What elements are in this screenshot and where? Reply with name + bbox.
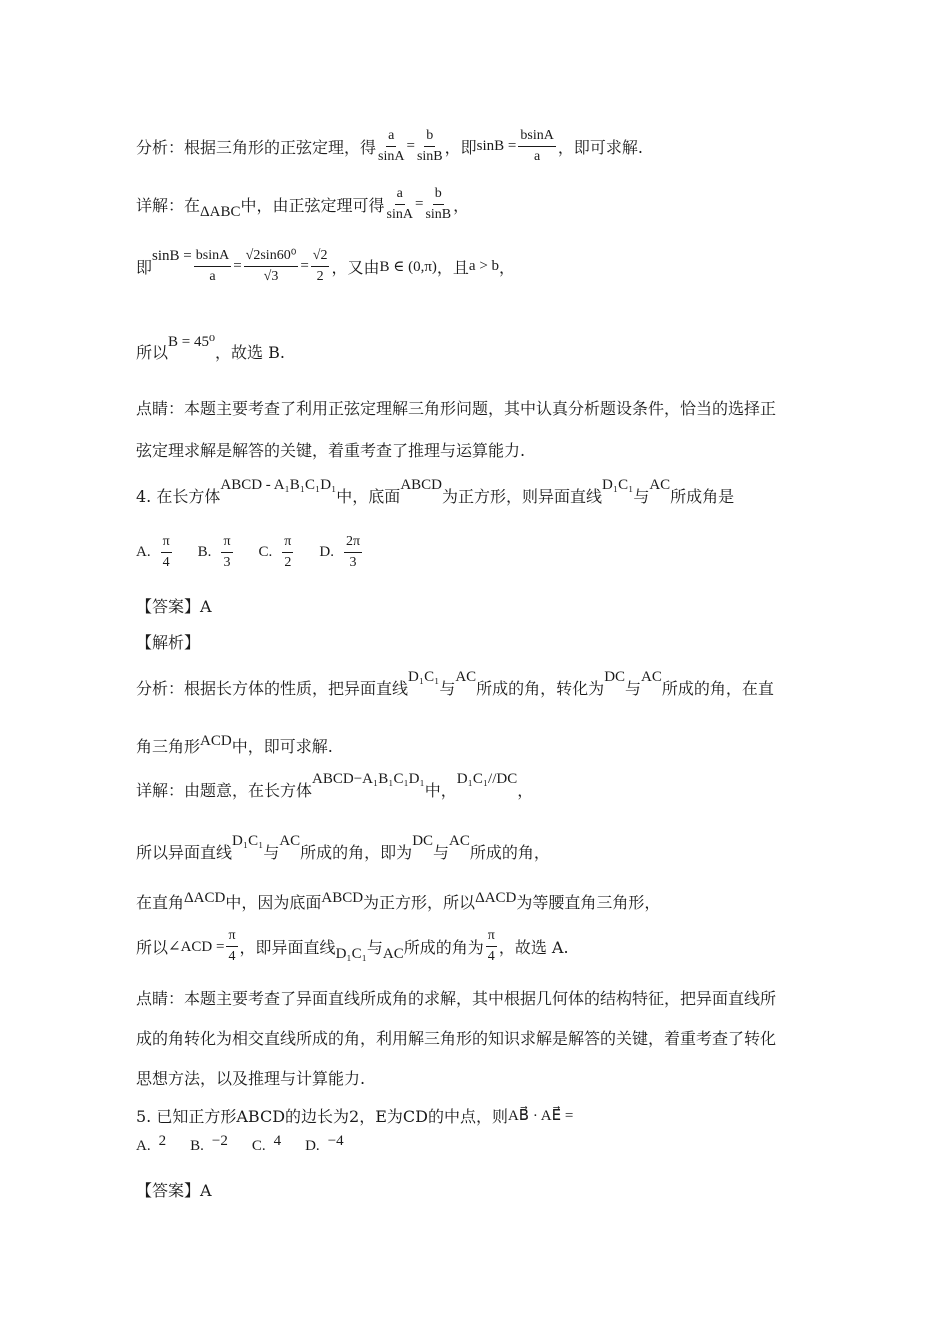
text: 所以	[136, 343, 169, 362]
math: ∠ACD =	[168, 939, 225, 955]
q5-question	[136, 1104, 573, 1127]
text: ，即	[444, 138, 477, 157]
option-label: B.	[197, 544, 212, 560]
option-value: −2	[211, 1133, 228, 1149]
math: ΔACD	[184, 890, 226, 906]
text: 分析：根据长方体的性质，把异面直线	[136, 679, 409, 698]
q4-jiexi-header: 【解析】	[136, 633, 201, 652]
math: ΔABC	[200, 204, 241, 220]
q4-option	[198, 534, 235, 571]
equals: =	[233, 258, 242, 274]
q4-detail-line	[136, 771, 534, 801]
math: DC	[412, 833, 434, 849]
p3-comment-line2: 弦定理求解是解答的关键，着重考查了推理与运算能力.	[136, 441, 526, 460]
fraction: $\frac{\pi}{4}$	[487, 928, 495, 964]
option-fraction: $\frac{\pi}{3}$	[223, 534, 231, 570]
math: ABCD - A₁B₁C₁D₁	[220, 477, 337, 493]
fraction: $\frac{b}{\sin B}$	[425, 186, 452, 222]
text: 详解：在	[136, 196, 201, 215]
math: sinB =	[152, 248, 192, 264]
math: AC	[649, 477, 671, 493]
q5-option	[251, 1133, 282, 1155]
math: D₁C₁	[232, 833, 264, 849]
text: 4. 在长方体	[136, 487, 221, 506]
text: ，故选 A.	[498, 938, 569, 957]
text: 角三角形	[136, 737, 201, 756]
text: 在直角	[136, 893, 185, 912]
math: D₁C₁	[408, 669, 440, 685]
option-fraction: $\frac{\pi}{2}$	[284, 534, 292, 570]
q4-option	[136, 534, 174, 571]
q5-options	[136, 1133, 368, 1155]
text: 与	[625, 679, 642, 698]
q4-option	[319, 534, 364, 571]
math: AB⃗ · AE⃗ =	[507, 1108, 574, 1124]
option-label: D.	[319, 544, 334, 560]
option-label: A.	[136, 1138, 151, 1154]
text: 所成角是	[670, 487, 735, 506]
text: 与	[433, 843, 450, 862]
text: 为正方形，则异面直线	[442, 487, 603, 506]
text: ，故选 B.	[215, 343, 285, 362]
option-label: C.	[251, 1138, 266, 1154]
option-label: C.	[258, 544, 273, 560]
q4-question	[136, 477, 735, 507]
option-value: 4	[273, 1133, 282, 1149]
option-value: −4	[327, 1133, 344, 1149]
text: ，又由	[331, 258, 380, 277]
math: ΔACD	[475, 890, 517, 906]
text: 中，即可求解.	[231, 737, 333, 756]
p3-line2	[136, 248, 515, 285]
text: ，	[517, 781, 534, 800]
q5-option	[305, 1133, 344, 1155]
text: 为正方形，所以	[363, 893, 476, 912]
fraction: $\frac{a}{\sin A}$	[378, 128, 405, 164]
option-fraction: $\frac{\pi}{4}$	[162, 534, 170, 570]
text: 所成的角为	[403, 938, 484, 957]
math: B = 45⁰	[168, 334, 215, 350]
text: 中，底面	[336, 487, 401, 506]
q4-options	[136, 534, 388, 571]
math: ACD	[200, 733, 232, 749]
math: DC	[604, 669, 626, 685]
option-label: D.	[305, 1138, 320, 1154]
fraction: $\frac{\pi}{4}$	[228, 928, 236, 964]
equals: =	[300, 258, 309, 274]
math: a > b	[468, 258, 500, 274]
q4-comment-line1: 点睛：本题主要考查了异面直线所成角的求解，其中根据几何体的结构特征，把异面直线所	[136, 989, 777, 1008]
q4-analysis-line	[136, 669, 774, 699]
text: 分析：根据三角形的正弦定理，得	[136, 138, 377, 157]
fraction: $\frac{a}{\sin A}$	[386, 186, 413, 222]
text: 即	[136, 258, 153, 277]
p3-line3	[136, 334, 285, 363]
text: ，	[499, 258, 516, 277]
q5-answer: 【答案】A	[136, 1181, 212, 1200]
q4-comment-line3: 思想方法，以及推理与计算能力.	[136, 1069, 366, 1088]
text: 与	[633, 487, 650, 506]
p3-analysis-line	[136, 128, 643, 165]
q4-answer: 【答案】A	[136, 597, 212, 616]
q5-option	[136, 1133, 167, 1155]
text: 与	[366, 938, 383, 957]
q5-option	[190, 1133, 228, 1155]
fraction: $\frac{√2}{2}$	[312, 248, 328, 284]
text: ，即可求解.	[557, 138, 643, 157]
text: 所以	[136, 938, 169, 957]
math: D₁C₁	[335, 946, 367, 962]
q4-option	[259, 534, 296, 571]
math: AC	[279, 833, 301, 849]
q4-detail-line2	[136, 833, 550, 863]
fraction: $\frac{b}{\sin B}$	[416, 128, 443, 164]
text: 中，由正弦定理可得	[240, 196, 385, 215]
q4-comment-line2: 成的角转化为相交直线所成的角，利用解三角形的知识求解是解答的关键，着重考查了转化	[136, 1029, 777, 1048]
option-label: A.	[136, 544, 151, 560]
math: sinB =	[476, 138, 517, 154]
text: 所成的角，转化为	[476, 679, 605, 698]
text: 所以异面直线	[136, 843, 233, 862]
text: 详解：由题意，在长方体	[136, 781, 313, 800]
text: 与	[263, 843, 280, 862]
fraction: $\frac{bsinA}{a}$	[520, 128, 554, 164]
math: AC	[455, 669, 477, 685]
math: AC	[641, 669, 662, 685]
text: 所成的角，在直	[661, 679, 774, 698]
option-value: 2	[158, 1133, 167, 1149]
math: D₁C₁//DC	[456, 771, 518, 787]
equals: =	[406, 138, 415, 154]
fraction: $\frac{bsinA}{a}$	[195, 248, 230, 284]
fraction: $\frac{\text{√2sin60⁰}}{√3}$	[245, 248, 297, 284]
math: B ∈ (0,π)	[379, 259, 437, 275]
text: ，即异面直线	[239, 938, 336, 957]
option-label: B.	[190, 1138, 204, 1154]
math: D₁C₁	[602, 477, 634, 493]
p3-comment-line1: 点睛：本题主要考查了利用正弦定理解三角形问题，其中认真分析题设条件，恰当的选择正	[136, 399, 777, 418]
math: ABCD−A₁B₁C₁D₁	[312, 771, 425, 787]
q4-detail-line3	[136, 890, 660, 913]
text: 中，	[424, 781, 457, 800]
text: 中，因为底面	[225, 893, 322, 912]
text: ，且	[436, 258, 469, 277]
text: 5. 已知正方形ABCD的边长为2，E为CD的中点，则	[136, 1107, 508, 1126]
text: ，	[453, 196, 470, 215]
text: 为等腰直角三角形，	[516, 893, 661, 912]
text: 所成的角，	[469, 843, 550, 862]
math: AC	[449, 833, 470, 849]
text: 所成的角，即为	[300, 843, 413, 862]
equals: =	[414, 196, 424, 212]
math: ABCD	[321, 890, 364, 906]
q4-analysis-line2	[136, 734, 333, 757]
p3-detail-line	[136, 186, 469, 223]
math: AC	[382, 946, 404, 962]
math: ABCD	[400, 477, 442, 493]
text: 与	[439, 679, 456, 698]
option-fraction: $\frac{2\pi}{3}$	[345, 534, 361, 570]
q4-detail-line4	[136, 928, 569, 965]
